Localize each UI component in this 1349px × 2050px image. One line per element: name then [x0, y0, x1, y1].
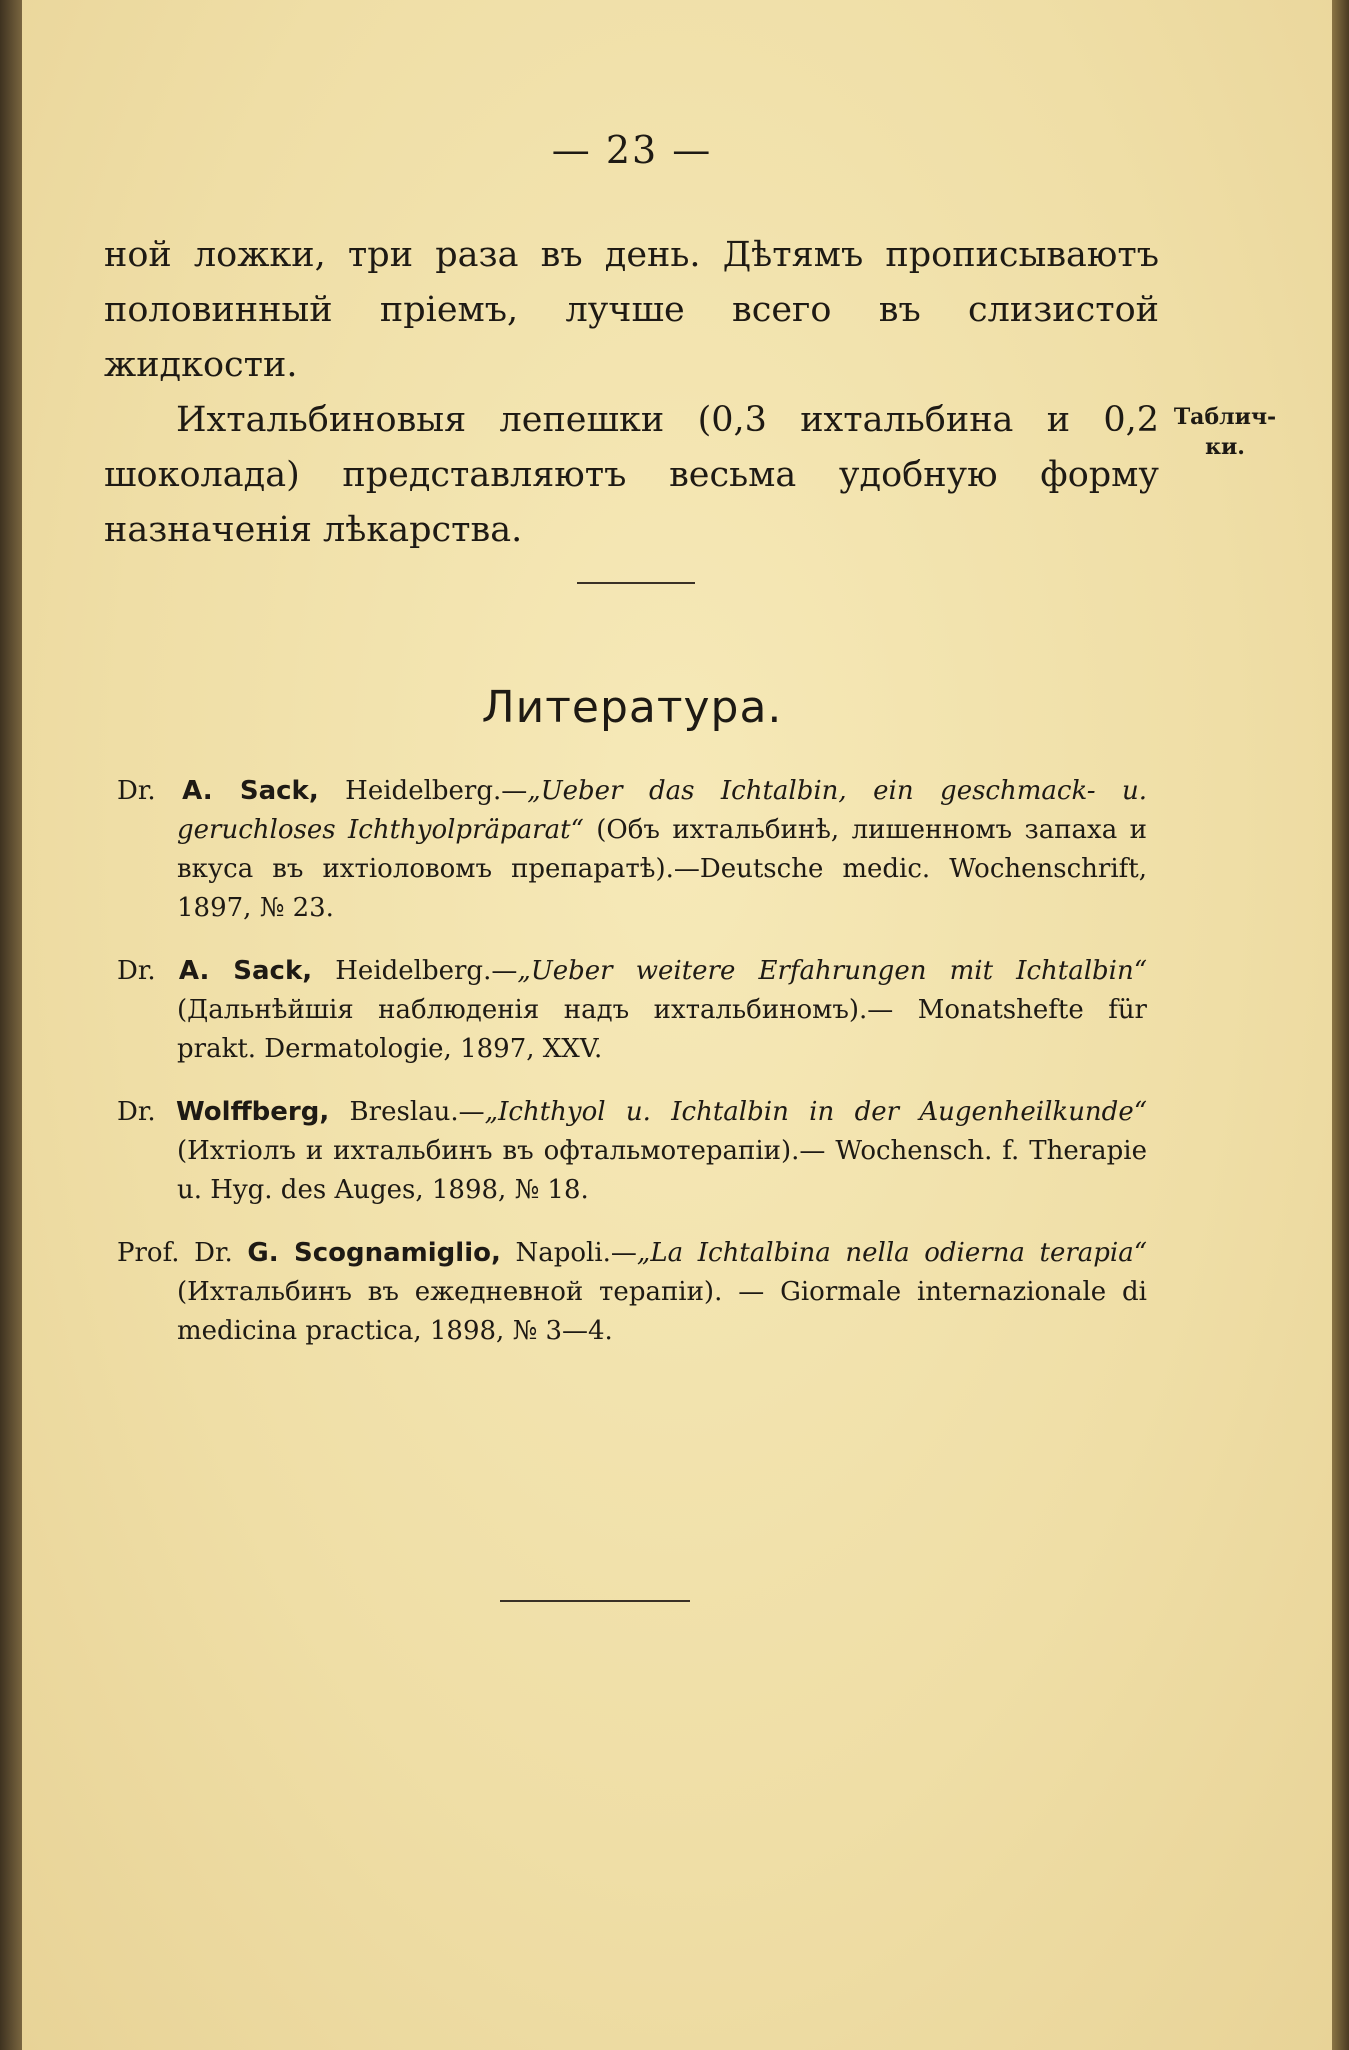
reference-title: „Ueber das Ichtalbin, ein geschmack- u. geruchloses Ichthyolpräparat“: [177, 776, 1147, 845]
reference-title: „La Ichtalbina nella odierna terapia“: [636, 1238, 1148, 1268]
reference-prefix: Dr.: [117, 1097, 156, 1127]
paragraph-2: Ихтальбиновыя лепешки (0,3 ихтальбина и 0,2 шоколада) представляютъ весьма удобную форму назначенія лѣкарства.: [104, 400, 1159, 550]
end-divider: [500, 1600, 690, 1602]
paragraph-1: ной ложки, три раза въ день. Дѣтямъ прописываютъ половинный пріемъ, лучше всего въ слизистой жидкости.: [104, 235, 1159, 385]
reference-title: „Ichthyol u. Ichtalbin in der Augenheilkunde“: [484, 1097, 1148, 1127]
reference-author: A. Sack,: [178, 956, 313, 986]
reference-item: [117, 952, 1147, 1069]
reference-item: [117, 1234, 1147, 1351]
margin-note-line-2: ки.: [1205, 434, 1245, 460]
body-text: [104, 228, 1159, 558]
reference-place: Heidelberg.—: [312, 956, 518, 986]
reference-details: (Ихтальбинъ въ ежедневной терапіи). — Giormale internazionale di medicina practica, 1898, № 3—4.: [177, 1277, 1147, 1346]
reference-author: G. Scognamiglio,: [247, 1238, 501, 1268]
reference-place: Napoli.—: [500, 1238, 637, 1268]
book-page: [22, 0, 1332, 2050]
section-divider: [577, 582, 695, 584]
section-heading: Литература.: [481, 682, 783, 733]
reference-title: „Ueber weitere Erfahrungen mit Ichtalbin“: [517, 956, 1148, 986]
reference-list: [117, 772, 1147, 1375]
book-spine-edge: [0, 0, 22, 2050]
reference-author: Wolffberg,: [176, 1097, 330, 1127]
book-page-edge: [1332, 0, 1349, 2050]
reference-details: (Объ ихтальбинѣ, лишенномъ запаха и вкуса въ ихтіоловомъ препаратѣ).—Deutsche medic. Wochenschrift, 1897, № 23.: [177, 815, 1147, 923]
reference-details: (Ихтіолъ и ихтальбинъ въ офтальмотерапіи).— Wochensch. f. Therapie u. Hyg. des Auges, 1898, № 18.: [177, 1136, 1147, 1205]
margin-note-line-1: Таблич-: [1173, 404, 1277, 430]
reference-place: Breslau.—: [329, 1097, 485, 1127]
reference-prefix: Prof. Dr.: [117, 1238, 233, 1268]
margin-note: [1160, 402, 1290, 462]
reference-prefix: Dr.: [117, 956, 156, 986]
page-number: — 23 —: [551, 128, 713, 172]
reference-place: Heidelberg.—: [318, 776, 528, 806]
reference-details: (Дальнѣйшія наблюденія надъ ихтальбиномъ).— Monatshefte für prakt. Dermatologie, 1897, XXV.: [177, 995, 1147, 1064]
reference-item: [117, 772, 1147, 928]
reference-item: [117, 1093, 1147, 1210]
reference-prefix: Dr.: [117, 776, 156, 806]
reference-author: A. Sack,: [182, 776, 319, 806]
